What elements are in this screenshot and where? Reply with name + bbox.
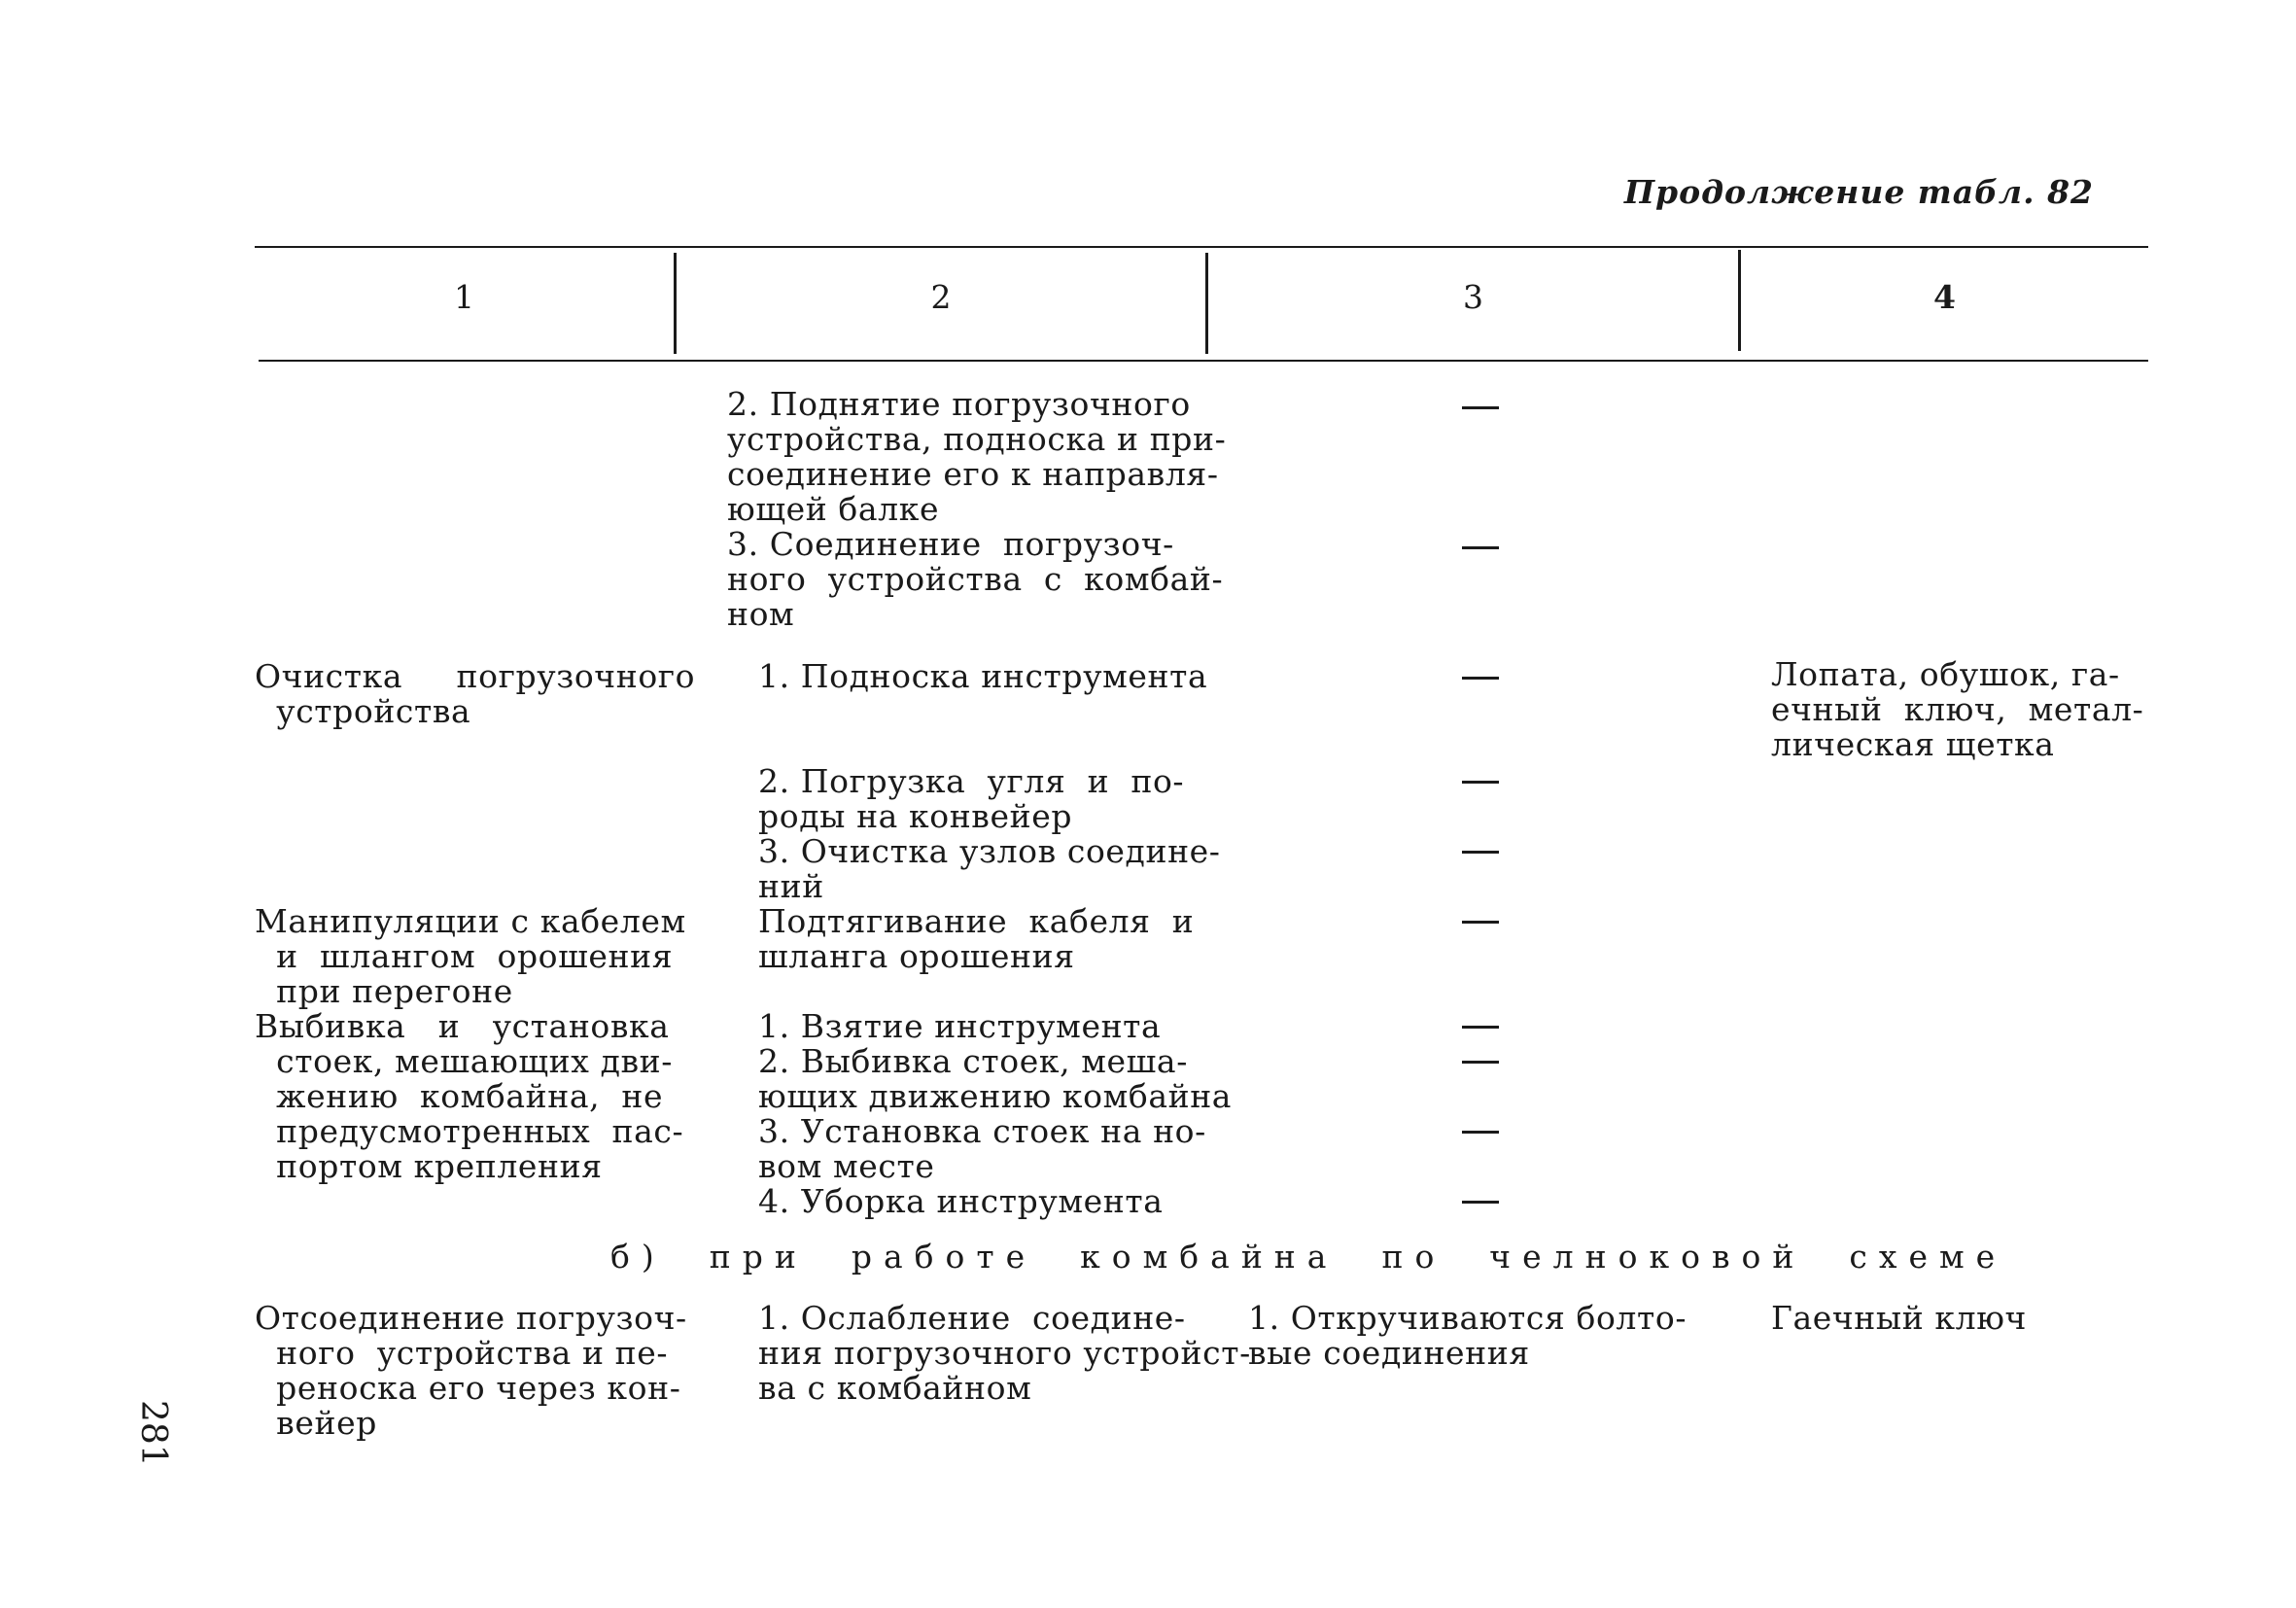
r3-col4: Лопата, обушок, га- ечный ключ, метал- лическая щетка bbox=[1771, 655, 2144, 763]
table-caption: Продолжение табл. 82 bbox=[1623, 173, 2094, 211]
r1-col3-dash bbox=[1462, 406, 1499, 409]
r4-col2: 2. Погрузка угля и по- роды на конвейер bbox=[758, 762, 1185, 835]
r2-col2: 3. Соединение погрузоч- ного устройства с комбай- ном bbox=[727, 525, 1224, 633]
r5-col3-dash bbox=[1462, 851, 1499, 854]
r8-col3: 1. Откручиваются болто- вые соединения bbox=[1248, 1299, 1687, 1372]
header-bottom-rule bbox=[259, 360, 2148, 362]
r8-col1: Отсоединение погрузоч- ного устройства и пе- реноска его через кон- вейер bbox=[255, 1299, 687, 1442]
page-number: 281 bbox=[133, 1400, 173, 1467]
r6-col3-dash bbox=[1462, 921, 1499, 924]
r7-col3-dash-4 bbox=[1462, 1201, 1499, 1204]
r7-col3-dash-1 bbox=[1462, 1026, 1499, 1029]
header-top-rule bbox=[255, 246, 2148, 248]
r8-col4: Гаечный ключ bbox=[1771, 1299, 2027, 1337]
header-col-4: 4 bbox=[1933, 278, 1956, 316]
header-col-3: 3 bbox=[1463, 278, 1483, 316]
header-col-1: 1 bbox=[454, 278, 474, 316]
section-subheading: б) при работе комбайна по челноковой схеме bbox=[610, 1238, 2007, 1276]
r7-col2: 1. Взятие инструмента 2. Выбивка стоек, меша- ющих движению комбайна 3. Установка стоек на но- вом месте 4. Уборка инструмента bbox=[758, 1007, 1233, 1220]
r2-col3-dash bbox=[1462, 546, 1499, 549]
r7-col3-dash-2 bbox=[1462, 1061, 1499, 1064]
r7-col1: Выбивка и установка стоек, мешающих дви- жению комбайна, не предусмотренных пас- портом крепления bbox=[255, 1007, 684, 1185]
r4-col3-dash bbox=[1462, 781, 1499, 784]
r3-col1: Очистка погрузочного устройства bbox=[255, 657, 696, 730]
r5-col2: 3. Очистка узлов соедине- ний bbox=[758, 832, 1221, 905]
r1-col2: 2. Поднятие погрузочного устройства, подноска и при- соединение его к направля- ющей балке bbox=[727, 385, 1227, 528]
r8-col2: 1. Ослабление соедине- ния погрузочного устройст- ва с комбайном bbox=[758, 1299, 1251, 1407]
r6-col1: Манипуляции с кабелем и шлангом орошения при перегоне bbox=[255, 902, 686, 1010]
r7-col3-dash-3 bbox=[1462, 1131, 1499, 1134]
header-col-2: 2 bbox=[930, 278, 952, 316]
r3-col2: 1. Подноска инструмента bbox=[758, 657, 1208, 695]
r6-col2: Подтягивание кабеля и шланга орошения bbox=[758, 902, 1195, 975]
r3-col3-dash bbox=[1462, 677, 1499, 680]
